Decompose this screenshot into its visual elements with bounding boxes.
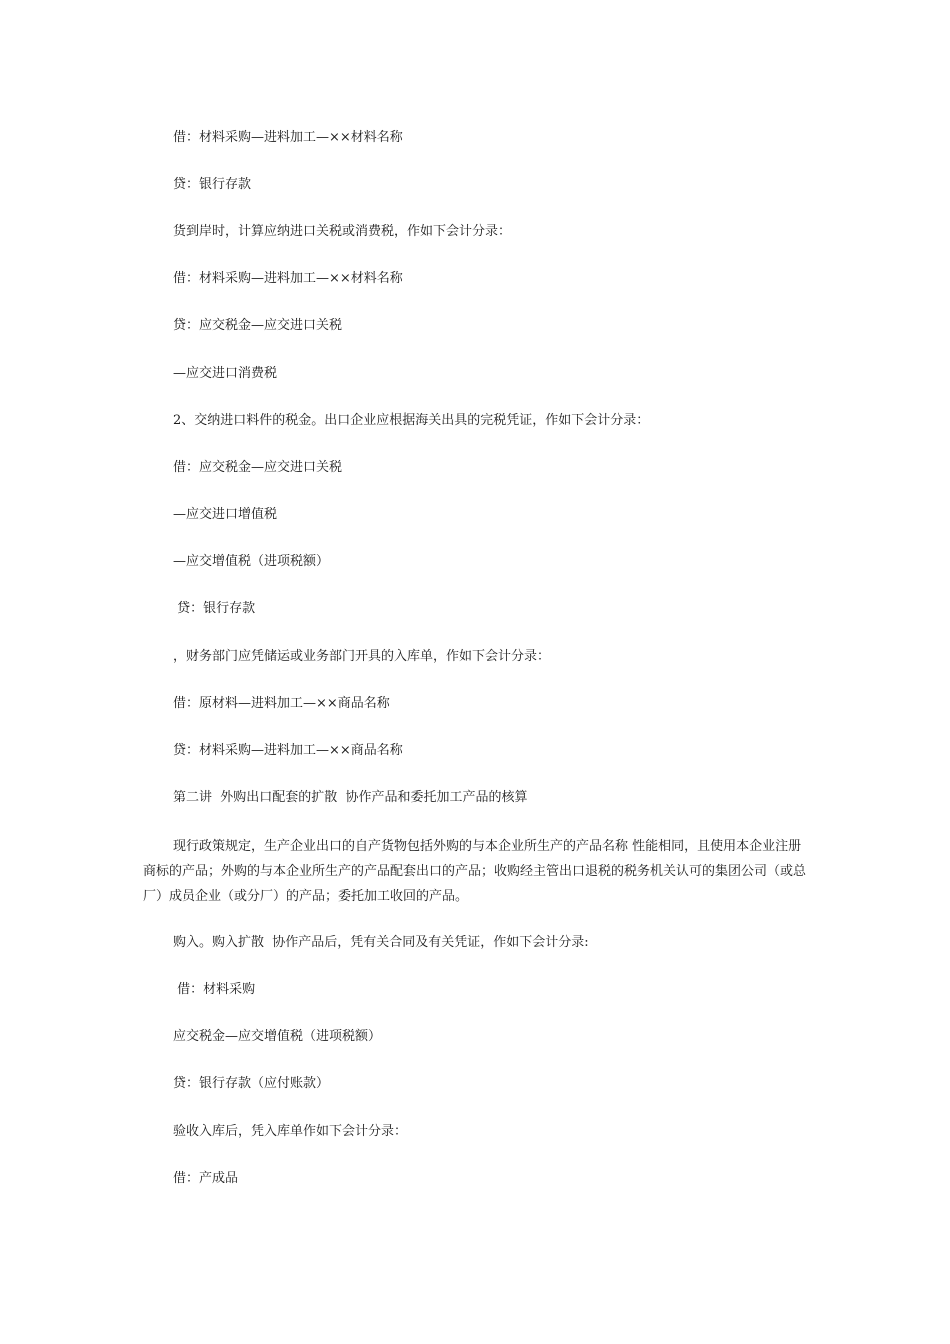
- text-line: 2、交纳进口料件的税金。出口企业应根据海关出具的完税凭证，作如下会计分录：: [173, 413, 650, 428]
- text-line: 借：产成品: [173, 1171, 239, 1186]
- text-line: 贷：材料采购—进料加工—××商品名称: [173, 743, 403, 758]
- text-line: 借：材料采购—进料加工—××材料名称: [173, 271, 403, 286]
- text-line: 借：材料采购: [173, 982, 256, 997]
- text-line: —应交进口消费税: [173, 366, 278, 381]
- text-line: 应交税金—应交增值税（进项税额）: [173, 1029, 382, 1044]
- text-line: 借：应交税金—应交进口关税: [173, 460, 343, 475]
- text-line: 购入。购入扩散 协作产品后，凭有关合同及有关凭证，作如下会计分录:: [173, 935, 589, 950]
- text-line: 贷：银行存款（应付账款）: [173, 1076, 330, 1091]
- text-line: —应交增值税（进项税额）: [173, 554, 330, 569]
- text-line: 借：原材料—进料加工—××商品名称: [173, 696, 390, 711]
- section-heading: 第二讲 外购出口配套的扩散 协作产品和委托加工产品的核算: [173, 790, 528, 805]
- text-line: 验收入库后，凭入库单作如下会计分录：: [173, 1124, 408, 1139]
- text-line: 货到岸时，计算应纳进口关税或消费税，作如下会计分录：: [173, 224, 512, 239]
- text-line: —应交进口增值税: [173, 507, 278, 522]
- body-paragraph: 现行政策规定，生产企业出口的自产货物包括外购的与本企业所生产的产品名称 性能相同，且使用本企业注册商标的产品；外购的与本企业所生产的产品配套出口的产品；收购经主管出口退税的税务机关认可的集团公司（或总厂）成员企业（或分厂）的产品；委托加工收回的产品。: [143, 839, 807, 904]
- text-line: 贷：应交税金—应交进口关税: [173, 318, 343, 333]
- text-line: 借：材料采购—进料加工—××材料名称: [173, 130, 403, 145]
- text-line: ，财务部门应凭储运或业务部门开具的入库单，作如下会计分录：: [173, 649, 551, 664]
- text-line: 贷：银行存款: [173, 601, 256, 616]
- text-line: 贷：银行存款: [173, 177, 252, 192]
